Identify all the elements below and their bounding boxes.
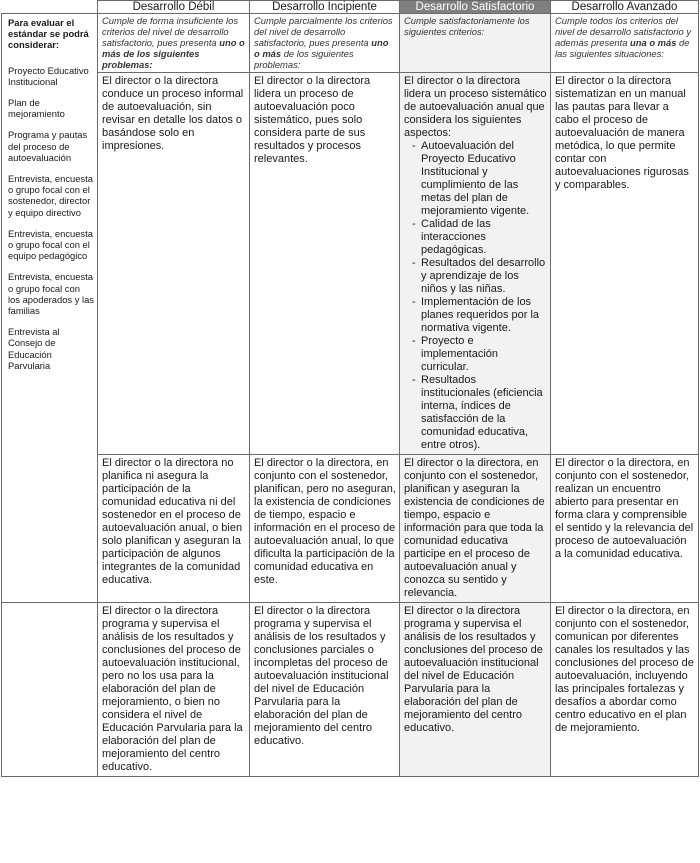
- row2-debil: El director o la directora no planifica ni asegura la participación de la comunidad educativa ni del sostenedor en el proceso de autoevaluación anual, o bien solo planifican y aseguran la participación de algunos integrantes de la comunidad educativa.: [98, 455, 250, 603]
- evidence-source: Proyecto Educativo Institucional: [8, 64, 89, 87]
- criteria-row-1: [2, 73, 699, 455]
- row3-debil: El director o la directora programa y supervisa el análisis de los resultados y conclusiones del proceso de autoevaluación institucional, pero no los usa para la elaboración del plan de mejoramiento, o bien no considera el nivel de Educación Parvularia para la elaboración del plan de mejoramiento del centro educativo.: [98, 603, 250, 777]
- intro-incipiente: Cumple parcialmente los criterios del nivel de desarrollo satisfactorio, pues presenta uno o más de los siguientes problemas:: [250, 14, 400, 73]
- row1-satisfactorio-intro: El director o la directora lidera un proceso sistemático de autoevaluación anual que considera los siguientes aspectos:: [404, 75, 547, 139]
- considerations-empty-cell: [2, 603, 98, 777]
- aspect-item: - Resultados del desarrollo y aprendizaje de los niños y las niñas.: [412, 257, 547, 296]
- row2-satisfactorio: El director o la directora, en conjunto con el sostenedor, planifican y aseguran la existencia de condiciones de tiempo, espacio e información para que toda la comunidad educativa participe en el proceso de autoevaluación anual y conozca su sentido y relevancia.: [400, 455, 551, 603]
- aspect-item: - Resultados institucionales (eficiencia interna, índices de satisfacción de la comunidad educativa, entre otros).: [412, 374, 547, 452]
- level-header-debil: Desarrollo Débil: [98, 1, 250, 14]
- row2-incipiente: El director o la directora, en conjunto con el sostenedor, planifican, pero no aseguran, la existencia de condiciones de tiempo, espacio e información en el proceso de autoevaluación anual, lo que dificulta la participación de la comunidad educativa en este.: [250, 455, 400, 603]
- criteria-row-2: [2, 455, 699, 603]
- header-corner: [2, 1, 98, 14]
- evidence-source: Entrevista al Consejo de Educación Parvularia: [8, 326, 60, 371]
- row1-debil: El director o la directora conduce un proceso informal de autoevaluación, sin revisar en detalle los datos o basándose solo en impresiones.: [98, 73, 250, 455]
- aspect-item: - Implementación de los planes requeridos por la normativa vigente.: [412, 296, 547, 335]
- row3-avanzado: El director o la directora, en conjunto con el sostenedor, comunican por diferentes canales los resultados y las conclusiones del proceso de autoevaluación, incluyendo las principales fortalezas y desafíos a abordar como centro educativo en el plan de mejoramiento.: [551, 603, 699, 777]
- aspect-item: - Autoevaluación del Proyecto Educativo Institucional y cumplimiento de las metas del plan de mejoramiento vigente.: [412, 140, 547, 218]
- row3-satisfactorio: El director o la directora programa y supervisa el análisis de los resultados y conclusiones del proceso de autoevaluación institucional del nivel de Educación Parvularia para la elaboración del plan de mejoramiento del centro educativo.: [400, 603, 551, 777]
- aspects-list: [404, 140, 547, 452]
- header-row: [2, 1, 699, 14]
- row1-avanzado: El director o la directora sistematizan en un manual las pautas para llevar a cabo el proceso de autoevaluación de manera metódica, lo que permite contar con autoevaluaciones rigurosas y comparables.: [551, 73, 699, 455]
- intro-row: [2, 14, 699, 73]
- aspect-item: - Proyecto e implementación curricular.: [412, 335, 547, 374]
- evidence-source: Entrevista, encuesta o grupo focal con el equipo pedagógico: [8, 227, 93, 262]
- row3-incipiente: El director o la directora programa y supervisa el análisis de los resultados y conclusiones parciales o incompletas del proceso de autoevaluación institucional del nivel de Educación Parvularia para la elaboración del plan de mejoramiento del centro educativo.: [250, 603, 400, 777]
- evidence-source: Entrevista, encuesta o grupo focal con el sostenedor, director y equipo directivo: [8, 173, 93, 218]
- considerations-cell: [2, 14, 98, 603]
- rubric-table: [1, 0, 699, 777]
- considerations-heading: Para evaluar el estándar se podrá considerar:: [8, 17, 89, 51]
- aspect-item: - Calidad de las interacciones pedagógicas.: [412, 218, 547, 257]
- intro-avanzado: Cumple todos los criterios del nivel de desarrollo satisfactorio y además presenta una o más de las siguientes situaciones:: [551, 14, 699, 73]
- evidence-source: Plan de mejoramiento: [8, 97, 65, 120]
- row1-satisfactorio: [400, 73, 551, 455]
- evidence-source: Entrevista, encuesta o grupo focal con los apoderados y las familias: [8, 271, 94, 317]
- row1-incipiente: El director o la directora lidera un proceso de autoevaluación poco sistemático, pues solo considera parte de sus resultados y procesos relevantes.: [250, 73, 400, 455]
- level-header-incipiente: Desarrollo Incipiente: [250, 1, 400, 14]
- level-header-avanzado: Desarrollo Avanzado: [551, 1, 699, 14]
- evidence-source: Programa y pautas del proceso de autoevaluación: [8, 129, 88, 163]
- intro-satisfactorio: Cumple satisfactoriamente los siguientes criterios:: [400, 14, 551, 73]
- intro-debil: Cumple de forma insuficiente los criterios del nivel de desarrollo satisfactorio, pues presenta uno o más de los siguientes problemas:: [98, 14, 250, 73]
- criteria-row-3: [2, 603, 699, 777]
- level-header-satisfactorio: Desarrollo Satisfactorio: [400, 1, 551, 14]
- row2-avanzado: El director o la directora, en conjunto con el sostenedor, realizan un encuentro abierto para presentar en forma clara y comprensible el sentido y la relevancia del proceso de autoevaluación a la comunidad educativa.: [551, 455, 699, 603]
